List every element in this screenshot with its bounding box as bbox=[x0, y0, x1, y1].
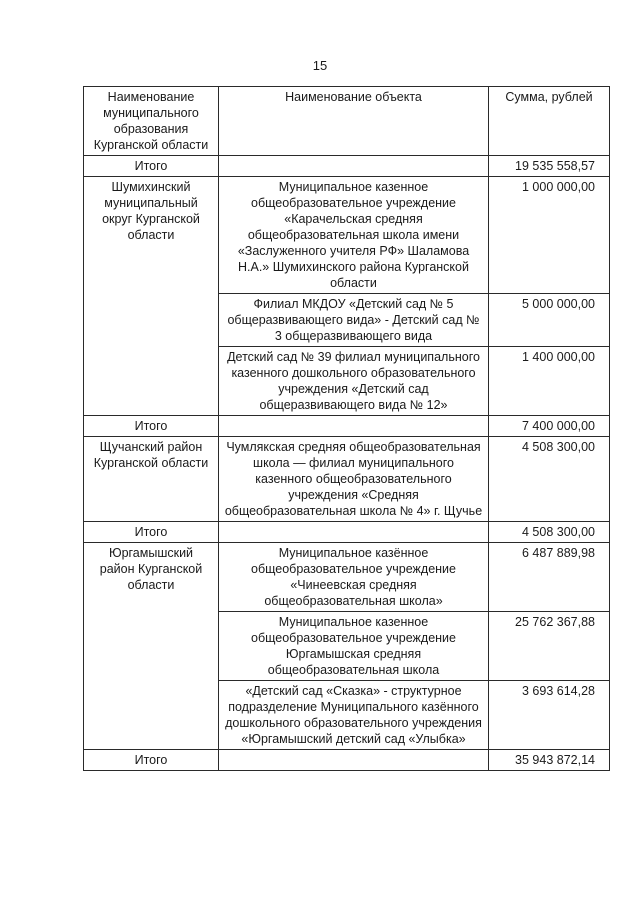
total-row bbox=[84, 750, 610, 771]
table-header-row bbox=[84, 87, 610, 156]
municipality-cell: Щучанский район Курганской области bbox=[84, 437, 219, 522]
total-empty-cell bbox=[219, 750, 489, 771]
object-cell: «Детский сад «Сказка» - структурное подразделение Муниципального казённого дошкольного образовательного учреждения «Юргамышский детский сад «Улыбка» bbox=[219, 681, 489, 750]
total-label: Итого bbox=[84, 156, 219, 177]
total-row bbox=[84, 522, 610, 543]
total-label: Итого bbox=[84, 750, 219, 771]
object-cell: Чумлякская средняя общеобразовательная школа — филиал муниципального казенного общеобразовательного учреждения «Средняя общеобразовательная школа № 4» г. Щучье bbox=[219, 437, 489, 522]
total-empty-cell bbox=[219, 522, 489, 543]
header-object: Наименование объекта bbox=[219, 87, 489, 156]
amount-cell: 25 762 367,88 bbox=[489, 612, 610, 681]
object-cell: Детский сад № 39 филиал муниципального казенного дошкольного образовательного учреждения «Детский сад общеразвивающего вида № 12» bbox=[219, 347, 489, 416]
amount-cell: 5 000 000,00 bbox=[489, 294, 610, 347]
municipality-cell: Юргамышский район Курганской области bbox=[84, 543, 219, 750]
header-amount: Сумма, рублей bbox=[489, 87, 610, 156]
total-amount: 4 508 300,00 bbox=[489, 522, 610, 543]
total-row bbox=[84, 416, 610, 437]
amount-cell: 1 000 000,00 bbox=[489, 177, 610, 294]
municipality-cell: Шумихинский муниципальный округ Курганской области bbox=[84, 177, 219, 416]
amount-cell: 3 693 614,28 bbox=[489, 681, 610, 750]
total-amount: 7 400 000,00 bbox=[489, 416, 610, 437]
total-empty-cell bbox=[219, 416, 489, 437]
amount-cell: 6 487 889,98 bbox=[489, 543, 610, 612]
object-cell: Муниципальное казённое общеобразовательное учреждение «Чинеевская средняя общеобразовательная школа» bbox=[219, 543, 489, 612]
object-cell: Муниципальное казенное общеобразовательное учреждение «Карачельская средняя общеобразовательная школа имени «Заслуженного учителя РФ» Шаламова Н.А.» Шумихинского района Курганской области bbox=[219, 177, 489, 294]
amount-cell: 4 508 300,00 bbox=[489, 437, 610, 522]
total-amount: 19 535 558,57 bbox=[489, 156, 610, 177]
amount-cell: 1 400 000,00 bbox=[489, 347, 610, 416]
total-label: Итого bbox=[84, 416, 219, 437]
page-number: 15 bbox=[312, 58, 328, 73]
object-cell: Филиал МКДОУ «Детский сад № 5 общеразвивающего вида» - Детский сад № 3 общеразвивающего вида bbox=[219, 294, 489, 347]
total-row bbox=[84, 156, 610, 177]
table-row bbox=[84, 437, 610, 522]
table-row bbox=[84, 543, 610, 612]
total-label: Итого bbox=[84, 522, 219, 543]
object-cell: Муниципальное казенное общеобразовательное учреждение Юргамышская средняя общеобразовательная школа bbox=[219, 612, 489, 681]
total-amount: 35 943 872,14 bbox=[489, 750, 610, 771]
header-municipality: Наименование муниципального образования Курганской области bbox=[84, 87, 219, 156]
total-empty-cell bbox=[219, 156, 489, 177]
table-row bbox=[84, 177, 610, 294]
funding-table bbox=[83, 86, 610, 771]
